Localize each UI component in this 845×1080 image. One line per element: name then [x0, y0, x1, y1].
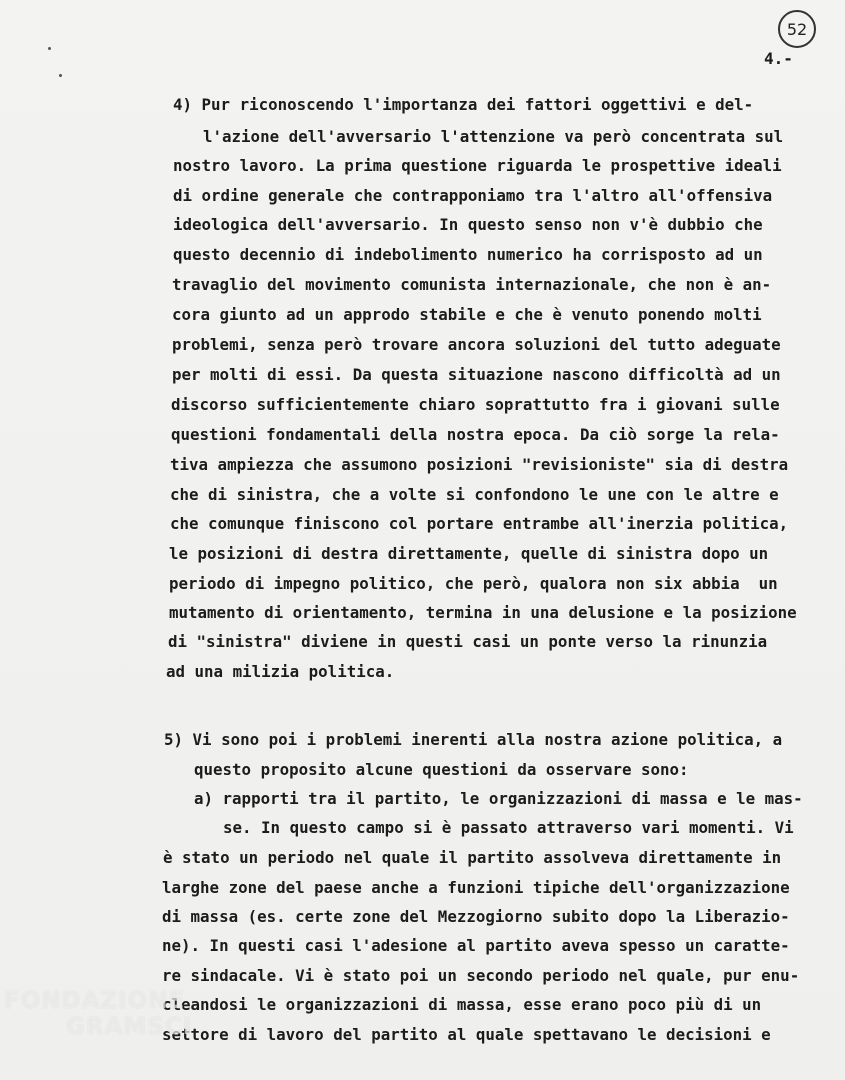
paper-speck — [59, 74, 62, 77]
watermark-line-1: FONDAZIONE — [4, 988, 186, 1014]
text-line: settore di lavoro del partito al quale spettavano le decisioni e — [162, 1025, 771, 1044]
text-line: 5) Vi sono poi i problemi inerenti alla nostra azione politica, a — [164, 730, 783, 749]
watermark-line-2: GRAMSCI — [66, 1014, 193, 1041]
text-line: di ordine generale che contrapponiamo tra l'altro all'offensiva — [173, 186, 773, 205]
text-line: discorso sufficientemente chiaro soprattutto fra i giovani sulle — [171, 395, 780, 414]
text-line: tiva ampiezza che assumono posizioni "revisioniste" sia di destra — [170, 455, 789, 474]
text-line: questo decennio di indebolimento numerico ha corrisposto ad un — [173, 245, 763, 264]
text-line: questo proposito alcune questioni da osservare sono: — [194, 760, 689, 779]
archive-stamp-number: 52 — [778, 10, 816, 48]
paper-speck — [48, 47, 51, 50]
text-line: per molti di essi. Da questa situazione nascono difficoltà ad un — [172, 365, 781, 384]
text-line: periodo di impegno politico, che però, qualora non six abbia un — [169, 574, 778, 593]
text-line: questioni fondamentali della nostra epoca. Da ciò sorge la rela- — [171, 425, 780, 444]
text-line: cora giunto ad un approdo stabile e che è venuto ponendo molti — [172, 305, 762, 324]
text-line: travaglio del movimento comunista internazionale, che non è an- — [172, 275, 772, 294]
text-line: l'azione dell'avversario l'attenzione va però concentrata sul — [203, 127, 784, 146]
text-line: a) rapporti tra il partito, le organizzazioni di massa e le mas- — [194, 789, 803, 808]
text-line: ad una milizia politica. — [166, 662, 395, 681]
text-line: re sindacale. Vi è stato poi un secondo periodo nel quale, pur enu- — [162, 966, 800, 985]
watermark-logo — [4, 988, 192, 1041]
text-line: ideologica dell'avversario. In questo senso non v'è dubbio che — [173, 215, 763, 234]
text-line: di "sinistra" diviene in questi casi un ponte verso la rinunzia — [168, 632, 768, 651]
text-line: cleandosi le organizzazioni di massa, esse erano poco più di un — [162, 995, 762, 1014]
text-line: è stato un periodo nel quale il partito assolveva direttamente in — [163, 848, 782, 867]
text-line: mutamento di orientamento, termina in una delusione e la posizione — [169, 603, 797, 622]
text-line: se. In questo campo si è passato attraverso vari momenti. Vi — [223, 818, 794, 837]
text-line: ne). In questi casi l'adesione al partito aveva spesso un caratte- — [162, 936, 790, 955]
text-line: nostro lavoro. La prima questione riguarda le prospettive ideali — [173, 156, 782, 175]
text-line: le posizioni di destra direttamente, quelle di sinistra dopo un — [169, 544, 769, 563]
text-line: che di sinistra, che a volte si confondono le une con le altre e — [170, 485, 779, 504]
text-line: 4) Pur riconoscendo l'importanza dei fattori oggettivi e del- — [173, 95, 754, 114]
page-number: 4.- — [764, 49, 793, 68]
text-line: di massa (es. certe zone del Mezzogiorno subito dopo la Liberazio- — [162, 907, 790, 926]
text-line: larghe zone del paese anche a funzioni tipiche dell'organizzazione — [162, 878, 790, 897]
text-line: problemi, senza però trovare ancora soluzioni del tutto adeguate — [172, 335, 781, 354]
text-line: che comunque finiscono col portare entrambe all'inerzia politica, — [170, 514, 789, 533]
